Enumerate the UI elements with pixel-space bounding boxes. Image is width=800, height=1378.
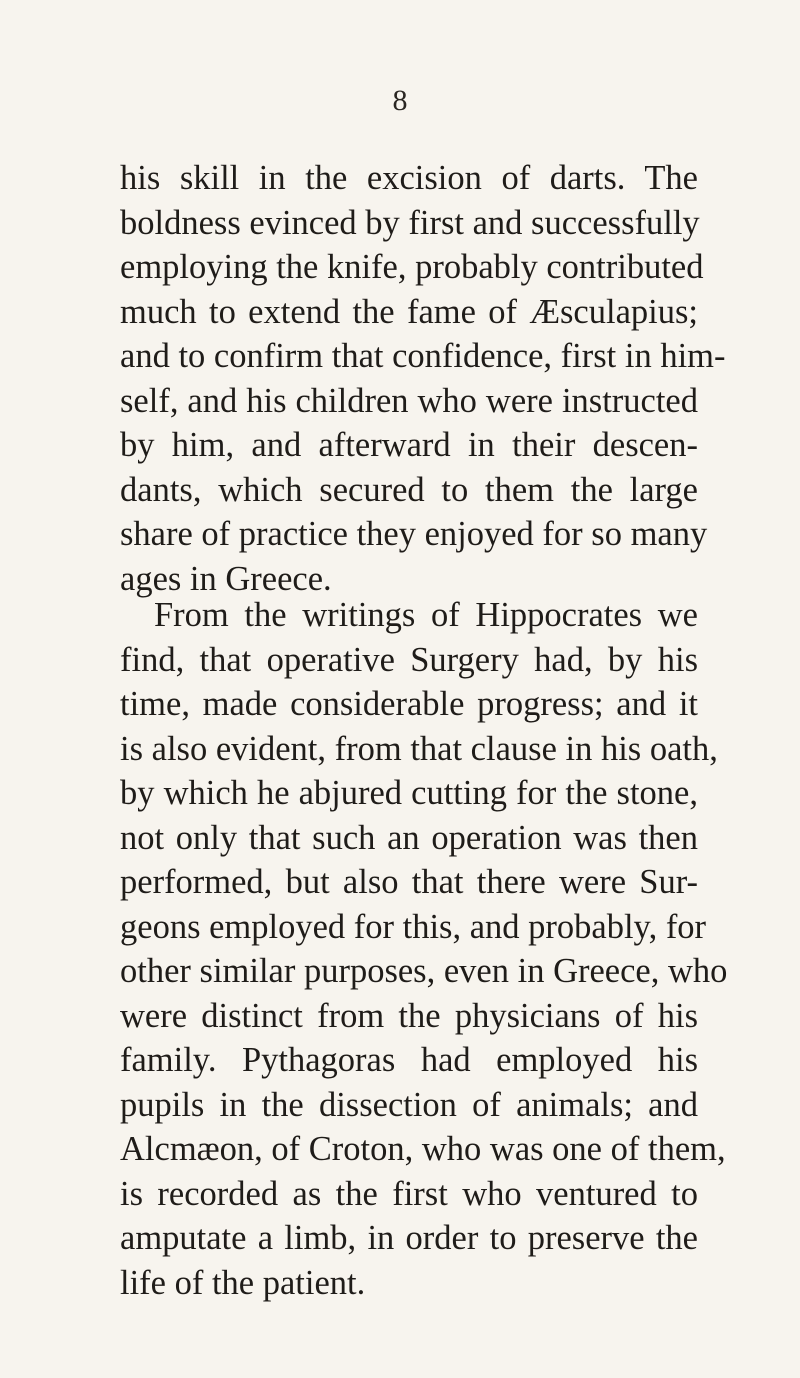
- paragraph-2: [120, 593, 728, 1305]
- text-line: by him, and afterward in their descen-: [120, 426, 698, 464]
- text-line: employing the knife, probably contributed: [120, 248, 704, 286]
- text-line: life of the patient.: [120, 1263, 366, 1302]
- text-line: amputate a limb, in order to preserve the: [120, 1219, 698, 1257]
- text-line: pupils in the dissection of animals; and: [120, 1085, 698, 1124]
- text-line: Alcmæon, of Croton, who was one of them,: [120, 1130, 726, 1168]
- text-line: geons employed for this, and probably, for: [120, 907, 707, 946]
- text-line: boldness evinced by first and successfully: [120, 203, 700, 242]
- page-number: 8: [392, 84, 408, 117]
- text-line: share of practice they enjoyed for so many: [120, 515, 708, 553]
- text-line: not only that such an operation was then: [120, 818, 698, 857]
- text-line: and to confirm that confidence, first in him-: [120, 337, 726, 375]
- text-line: find, that operative Surgery had, by his: [120, 640, 698, 679]
- text-line: is also evident, from that clause in his oath,: [120, 729, 718, 768]
- text-line: much to extend the fame of Æsculapius;: [120, 292, 698, 331]
- text-line: is recorded as the first who ventured to: [120, 1174, 698, 1213]
- text-line: time, made considerable progress; and it: [120, 685, 698, 723]
- text-line: were distinct from the physicians of his: [120, 996, 698, 1035]
- text-line: other similar purposes, even in Greece, who: [120, 952, 728, 990]
- text-line: ages in Greece.: [120, 559, 332, 598]
- text-line: performed, but also that there were Sur-: [120, 863, 698, 901]
- text-line: his skill in the excision of darts. The: [120, 159, 698, 197]
- text-line: dants, which secured to them the large: [120, 470, 698, 509]
- text-line: by which he abjured cutting for the stone,: [120, 774, 698, 812]
- paragraph-1: [120, 156, 726, 601]
- text-line: From the writings of Hippocrates we: [154, 596, 698, 634]
- text-line: self, and his children who were instructed: [120, 381, 698, 420]
- text-line: family. Pythagoras had employed his: [120, 1041, 698, 1079]
